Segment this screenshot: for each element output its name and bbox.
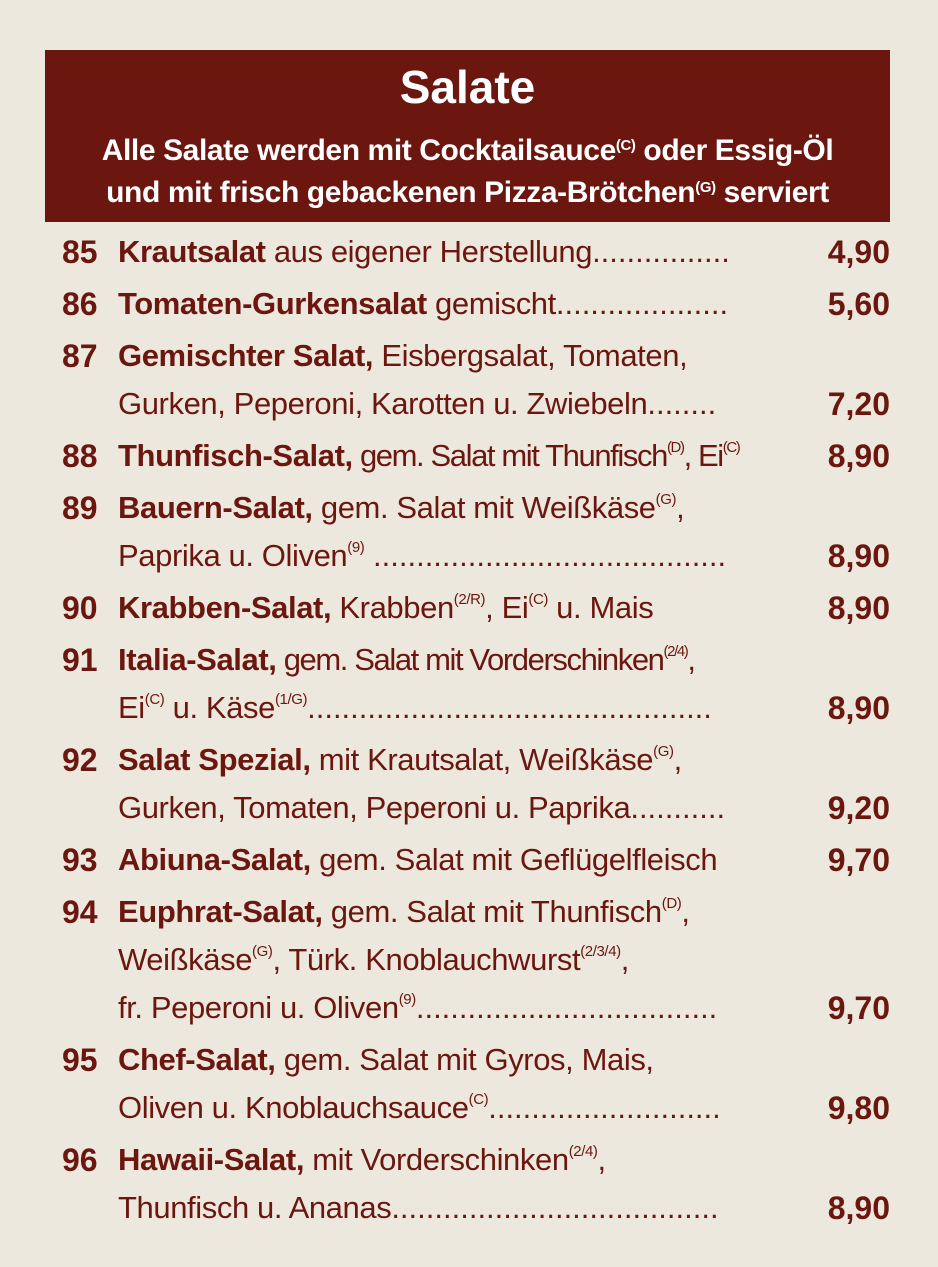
item-price: 8,90	[827, 590, 890, 626]
item-description	[118, 836, 806, 884]
item-price: 7,20	[827, 386, 890, 422]
dot-leader: ...................................	[415, 990, 718, 1025]
item-text: , Ei	[485, 590, 529, 625]
allergen-code: (2/3/4)	[580, 943, 621, 960]
item-number: 91	[62, 642, 98, 678]
dot-leader: ...............................................	[307, 690, 712, 725]
item-text: Thunfisch u. Ananas	[118, 1190, 392, 1225]
subtitle-text: serviert	[715, 176, 829, 209]
item-text: gem. Salat mit Geflügelfleisch	[310, 842, 718, 877]
item-price: 8,90	[827, 690, 890, 726]
allergen-code: (G)	[252, 943, 273, 960]
allergen-code: (2/4)	[663, 643, 688, 660]
menu-item-87	[62, 332, 890, 428]
item-number: 94	[62, 894, 98, 930]
item-text: gem. Salat mit Thunfisch	[352, 438, 667, 473]
item-description	[118, 484, 806, 580]
menu-item-92	[62, 736, 890, 832]
item-number: 92	[62, 742, 98, 778]
allergen-code: (G)	[655, 491, 677, 508]
item-description	[118, 636, 806, 732]
item-price: 4,90	[827, 234, 890, 270]
item-text: ,	[597, 1142, 606, 1177]
menu-item-86	[62, 280, 890, 328]
item-name: Abiuna-Salat,	[118, 842, 311, 877]
item-text: , Türk. Knoblauchwurst	[272, 942, 581, 977]
item-text: Ei	[118, 690, 145, 725]
item-number: 88	[62, 438, 98, 474]
item-text: Weißkäse	[118, 942, 253, 977]
item-price: 5,60	[827, 286, 890, 322]
item-text: aus eigener Herstellung	[265, 234, 593, 269]
dot-leader: ................	[592, 234, 730, 269]
allergen-code: (G)	[653, 743, 674, 760]
item-price: 8,90	[827, 538, 890, 574]
item-text: ,	[676, 490, 685, 525]
item-text: ,	[620, 942, 629, 977]
item-text: fr. Peperoni u. Oliven	[118, 990, 399, 1025]
menu-item-88	[62, 432, 890, 480]
item-price: 9,70	[827, 990, 890, 1026]
dot-leader: ...........	[630, 790, 726, 825]
dot-leader: ....................	[555, 286, 729, 321]
item-number: 93	[62, 842, 98, 878]
menu-item-90	[62, 584, 890, 632]
item-description	[118, 736, 806, 832]
section-subtitle	[45, 130, 890, 214]
item-name: Hawaii-Salat,	[118, 1142, 305, 1177]
item-name: Italia-Salat,	[118, 642, 277, 677]
allergen-code: (C)	[528, 591, 548, 608]
item-price: 8,90	[827, 1190, 890, 1226]
allergen-code: (1/G)	[274, 691, 308, 708]
item-price: 9,70	[827, 842, 890, 878]
menu-item-94	[62, 888, 890, 1032]
item-name: Thunfisch-Salat,	[118, 438, 353, 473]
item-number: 85	[62, 234, 98, 270]
menu-item-91	[62, 636, 890, 732]
subtitle-text: oder Essig-Öl	[635, 134, 834, 167]
item-name: Salat Spezial,	[118, 742, 311, 777]
item-number: 90	[62, 590, 98, 626]
item-text: , Ei	[683, 438, 723, 473]
menu-item-93	[62, 836, 890, 884]
dot-leader: ...........................	[488, 1090, 721, 1125]
item-text: ,	[687, 642, 695, 677]
dot-leader: ........	[647, 386, 717, 421]
menu-header	[45, 50, 890, 222]
item-text: u. Käse	[164, 690, 275, 725]
item-description	[118, 584, 806, 632]
item-description	[118, 1036, 806, 1132]
item-description	[118, 888, 806, 1032]
item-text: Eisbergsalat, Tomaten,	[373, 338, 688, 373]
allergen-code: (C)	[615, 137, 636, 154]
item-name: Bauern-Salat,	[118, 490, 313, 525]
item-description	[118, 432, 806, 480]
item-name: Chef-Salat,	[118, 1042, 276, 1077]
menu-list	[62, 228, 890, 1236]
item-description	[118, 332, 806, 428]
item-text: Gurken, Tomaten, Peperoni u. Paprika	[118, 790, 631, 825]
item-number: 87	[62, 338, 98, 374]
item-number: 89	[62, 490, 98, 526]
item-text: ,	[673, 742, 682, 777]
item-name: Krabben-Salat,	[118, 590, 332, 625]
allergen-code: (D)	[666, 439, 684, 456]
item-name: Gemischter Salat,	[118, 338, 374, 373]
item-name: Euphrat-Salat,	[118, 894, 323, 929]
section-title: Salate	[399, 61, 536, 113]
item-text: gem. Salat mit Thunfisch	[322, 894, 662, 929]
dot-leader: .........................................	[364, 538, 727, 573]
item-text: gem. Salat mit Gyros, Mais,	[275, 1042, 654, 1077]
dot-leader: ......................................	[391, 1190, 719, 1225]
item-text: mit Krautsalat, Weißkäse	[310, 742, 654, 777]
item-number: 95	[62, 1042, 98, 1078]
allergen-code: (D)	[661, 895, 682, 912]
item-text: mit Vorderschinken	[304, 1142, 569, 1177]
item-price: 9,20	[827, 790, 890, 826]
subtitle-text: und mit frisch gebackenen Pizza-Brötchen	[106, 176, 696, 209]
allergen-code: (9)	[347, 539, 365, 556]
item-description	[118, 228, 806, 276]
item-description	[118, 280, 806, 328]
allergen-code: (C)	[468, 1091, 489, 1108]
subtitle-line-2	[45, 172, 890, 214]
item-number: 96	[62, 1142, 98, 1178]
item-price: 8,90	[827, 438, 890, 474]
menu-item-85	[62, 228, 890, 276]
item-text: ,	[681, 894, 690, 929]
menu-item-95	[62, 1036, 890, 1132]
item-text: gemischt	[426, 286, 556, 321]
item-text: gem. Salat mit Weißkäse	[312, 490, 656, 525]
item-text: Oliven u. Knoblauchsauce	[118, 1090, 469, 1125]
item-name: Krautsalat	[118, 234, 266, 269]
item-price: 9,80	[827, 1090, 890, 1126]
allergen-code: (2/R)	[453, 591, 486, 608]
subtitle-line-1	[45, 130, 890, 172]
item-text: Paprika u. Oliven	[118, 538, 348, 573]
subtitle-text: Alle Salate werden mit Cocktailsauce	[101, 134, 616, 167]
item-number: 86	[62, 286, 98, 322]
item-text: gem. Salat mit Vorderschinken	[276, 642, 664, 677]
item-text: Krabben	[331, 590, 454, 625]
menu-item-89	[62, 484, 890, 580]
allergen-code: (G)	[695, 179, 716, 196]
allergen-code: (C)	[722, 439, 740, 456]
item-text: Gurken, Peperoni, Karotten u. Zwiebeln	[118, 386, 648, 421]
allergen-code: (2/4)	[568, 1143, 598, 1160]
allergen-code: (C)	[144, 691, 165, 708]
allergen-code: (9)	[398, 991, 416, 1008]
menu-item-96	[62, 1136, 890, 1232]
item-name: Tomaten-Gurkensalat	[118, 286, 427, 321]
item-description	[118, 1136, 806, 1232]
item-text: u. Mais	[547, 590, 654, 625]
